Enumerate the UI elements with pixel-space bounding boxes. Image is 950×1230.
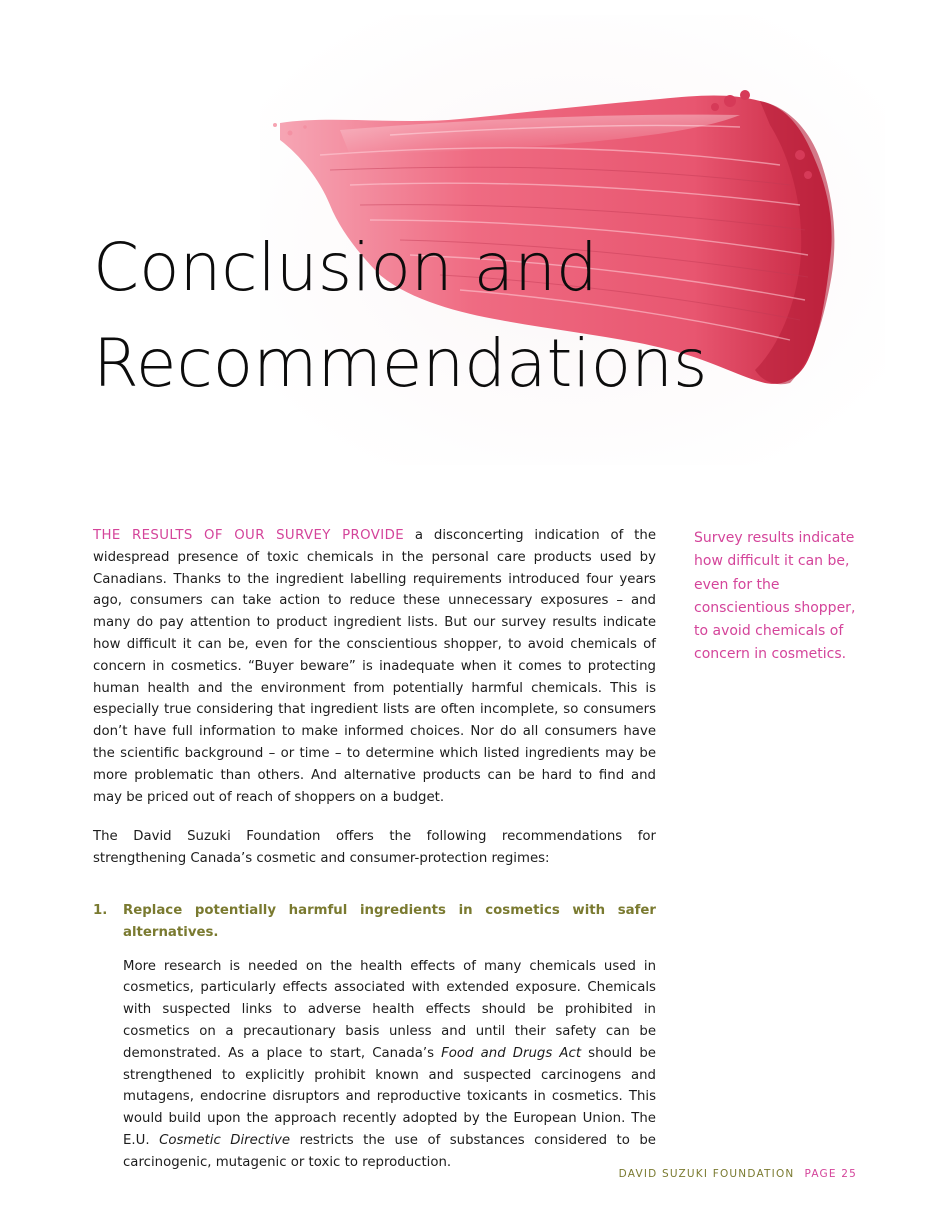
recommendations-intro-paragraph: The David Suzuki Foundation offers the following recommendations for strengthening Canada’s cosmetic and consumer-protection regimes:	[93, 829, 656, 867]
recommendation-body-text: More research is needed on the health effects of many chemicals used in cosmetics, particularly effects associated with extended exposure. Chemicals with suspected links to adverse health effects should be prohibited in cosmetics on a precautionary basis unless and until their safety can be demonstrated. As a place to start, Canada’s	[123, 958, 656, 1061]
footer-page-number: PAGE 25	[804, 1168, 857, 1180]
recommendation-body-text: should be strengthened to explicitly prohibit known and suspected carcinogens and mutagens, endocrine disruptors and reproductive toxicants in cosmetics. This would build upon the approach recently adopted by the European Union. The E.U.	[123, 1045, 656, 1148]
pull-quote: Survey results indicate how difficult it can be, even for the conscientious shopper, to avoid chemicals of concern in cosmetics.	[694, 530, 856, 663]
directive-title: Cosmetic Directive	[159, 1132, 291, 1148]
intro-paragraph	[93, 525, 656, 808]
recommendation-list	[93, 900, 656, 1174]
footer-organization: DAVID SUZUKI FOUNDATION	[618, 1168, 795, 1180]
intro-lead-in: THE RESULTS OF OUR SURVEY PROVIDE	[93, 528, 405, 543]
page-title	[93, 220, 707, 412]
recommendation-body-text: restricts the use of substances considered to be carcinogenic, mutagenic or toxic to reproduction.	[123, 1132, 656, 1170]
page-title-line-1: Conclusion and	[93, 229, 598, 306]
recommendation-body	[123, 956, 656, 1174]
main-column	[93, 525, 656, 1174]
recommendation-item	[93, 900, 656, 1174]
recommendation-heading: Replace potentially harmful ingredients in cosmetics with safer alternatives.	[123, 902, 656, 940]
page-footer	[619, 1168, 857, 1180]
page-title-line-2: Recommendations	[93, 325, 708, 402]
recommendation-number: 1.	[93, 902, 108, 918]
act-title: Food and Drugs Act	[441, 1045, 582, 1061]
intro-text: a disconcerting indication of the widespread presence of toxic chemicals in the personal care products used by Canadians. Thanks to the ingredient labelling requirements introduced four years ago, consumers can take action to reduce these unnecessary exposures – and many do pay attention to product ingredient lists. But our survey results indicate how difficult it can be, even for the conscientious shopper, to avoid chemicals of concern in cosmetics. “Buyer beware” is inadequate when it comes to protecting human health and the environment from potentially harmful chemicals. This is especially true considering that ingredient lists are often incomplete, so consumers don’t have full information to make informed choices. Nor do all consumers have the scientific background – or time – to determine which listed ingredients may be more problematic than others. And alternative products can be hard to find and may be priced out of reach of shoppers on a budget.	[93, 528, 656, 805]
